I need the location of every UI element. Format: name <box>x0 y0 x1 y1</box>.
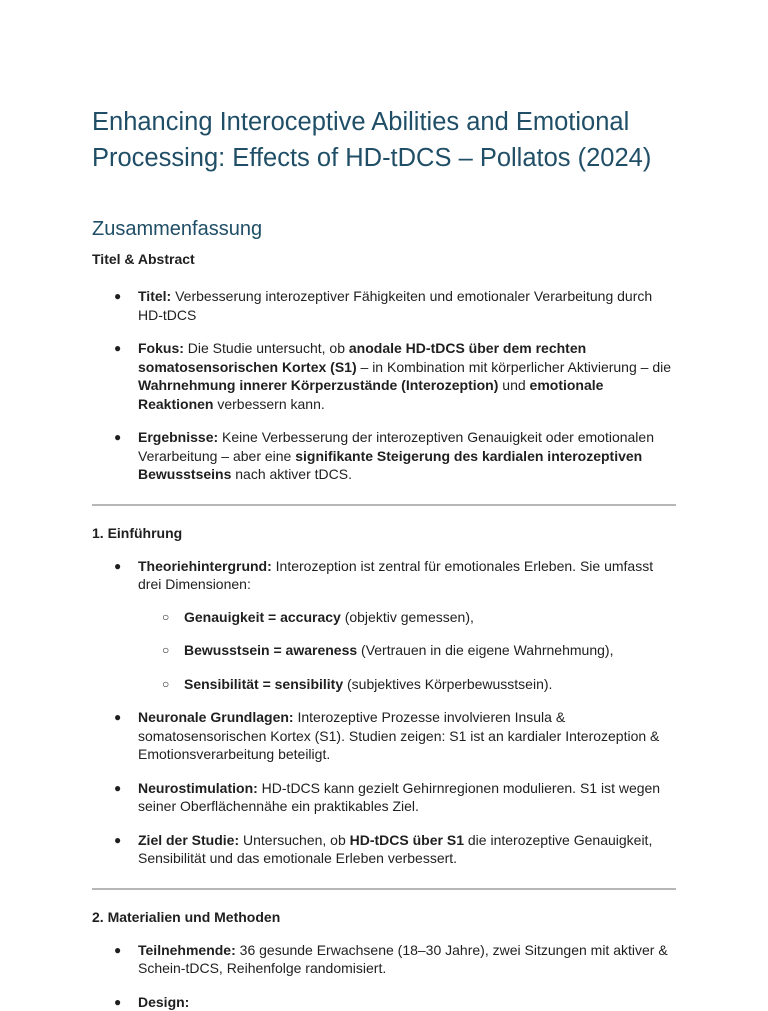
sub-list-item: ○ Genauigkeit = accuracy (objektiv gemessen), <box>138 608 676 627</box>
abstract-list <box>92 287 676 484</box>
intro-list <box>92 557 676 868</box>
bullet-icon: ● <box>114 557 121 576</box>
sub-list-item: ○ Sensibilität = sensibility (subjektives Körperbewusstsein). <box>138 675 676 694</box>
section-heading-methods: 2. Materialien und Methoden <box>92 908 676 926</box>
circle-bullet-icon: ○ <box>162 675 169 694</box>
section-heading-abstract: Titel & Abstract <box>92 250 676 268</box>
bullet-icon: ● <box>114 941 121 960</box>
bullet-icon: ● <box>114 708 121 727</box>
list-item: ● Teilnehmende: 36 gesunde Erwachsene (18–30 Jahre), zwei Sitzungen mit aktiver & Schein-tDCS, Reihenfolge randomisiert. <box>92 941 676 978</box>
list-item: ● Ziel der Studie: Untersuchen, ob HD-tDCS über S1 die interozeptive Genauigkeit, Sensibilität und das emotionale Erleben verbessert. <box>92 831 676 868</box>
document-title: Enhancing Interoceptive Abilities and Emotional Processing: Effects of HD-tDCS – Pollatos (2024) <box>92 104 676 176</box>
circle-bullet-icon: ○ <box>162 608 169 627</box>
bullet-icon: ● <box>114 339 121 358</box>
section-heading-intro: 1. Einführung <box>92 524 676 542</box>
divider <box>92 888 676 890</box>
bullet-icon: ● <box>114 993 121 1011</box>
bullet-icon: ● <box>114 779 121 798</box>
list-item: ● Titel: Verbesserung interozeptiver Fähigkeiten und emotionaler Verarbeitung durch HD-tDCS <box>92 287 676 324</box>
bullet-icon: ● <box>114 428 121 447</box>
list-item: ● Ergebnisse: Keine Verbesserung der interozeptiven Genauigkeit oder emotionalen Verarbeitung – aber eine signifikante Steigerung des kardialen interozeptiven Bewusstseins nach aktiver tDCS. <box>92 428 676 484</box>
list-item: ● Theoriehintergrund: Interozeption ist zentral für emotionales Erleben. Sie umfasst drei Dimensionen: ○ Genauigkeit = accuracy (objektiv gemessen), ○ Bewusstsein = awareness (Vertrauen in die eigene Wahrnehmung), ○ Sensibilität = sensibility (subjektives Körperbewusstsein). <box>92 557 676 694</box>
bullet-icon: ● <box>114 831 121 850</box>
list-item: ● Neuronale Grundlagen: Interozeptive Prozesse involvieren Insula & somatosensorischen Kortex (S1). Studien zeigen: S1 ist an kardialer Interozeption & Emotionsverarbeitung beteiligt. <box>92 708 676 764</box>
sub-list <box>138 608 676 694</box>
list-item: ● Design: <box>92 993 676 1011</box>
methods-list <box>92 941 676 1011</box>
circle-bullet-icon: ○ <box>162 641 169 660</box>
sub-list-item: ○ Bewusstsein = awareness (Vertrauen in die eigene Wahrnehmung), <box>138 641 676 660</box>
divider <box>92 504 676 506</box>
summary-heading: Zusammenfassung <box>92 216 676 242</box>
bullet-icon: ● <box>114 287 121 306</box>
list-item: ● Fokus: Die Studie untersucht, ob anodale HD-tDCS über dem rechten somatosensorischen Kortex (S1) – in Kombination mit körperlicher Aktivierung – die Wahrnehmung innerer Körperzustände (Interozeption) und emotionale Reaktionen verbessern kann. <box>92 339 676 413</box>
list-item: ● Neurostimulation: HD-tDCS kann gezielt Gehirnregionen modulieren. S1 ist wegen seiner Oberflächennähe ein praktikables Ziel. <box>92 779 676 816</box>
